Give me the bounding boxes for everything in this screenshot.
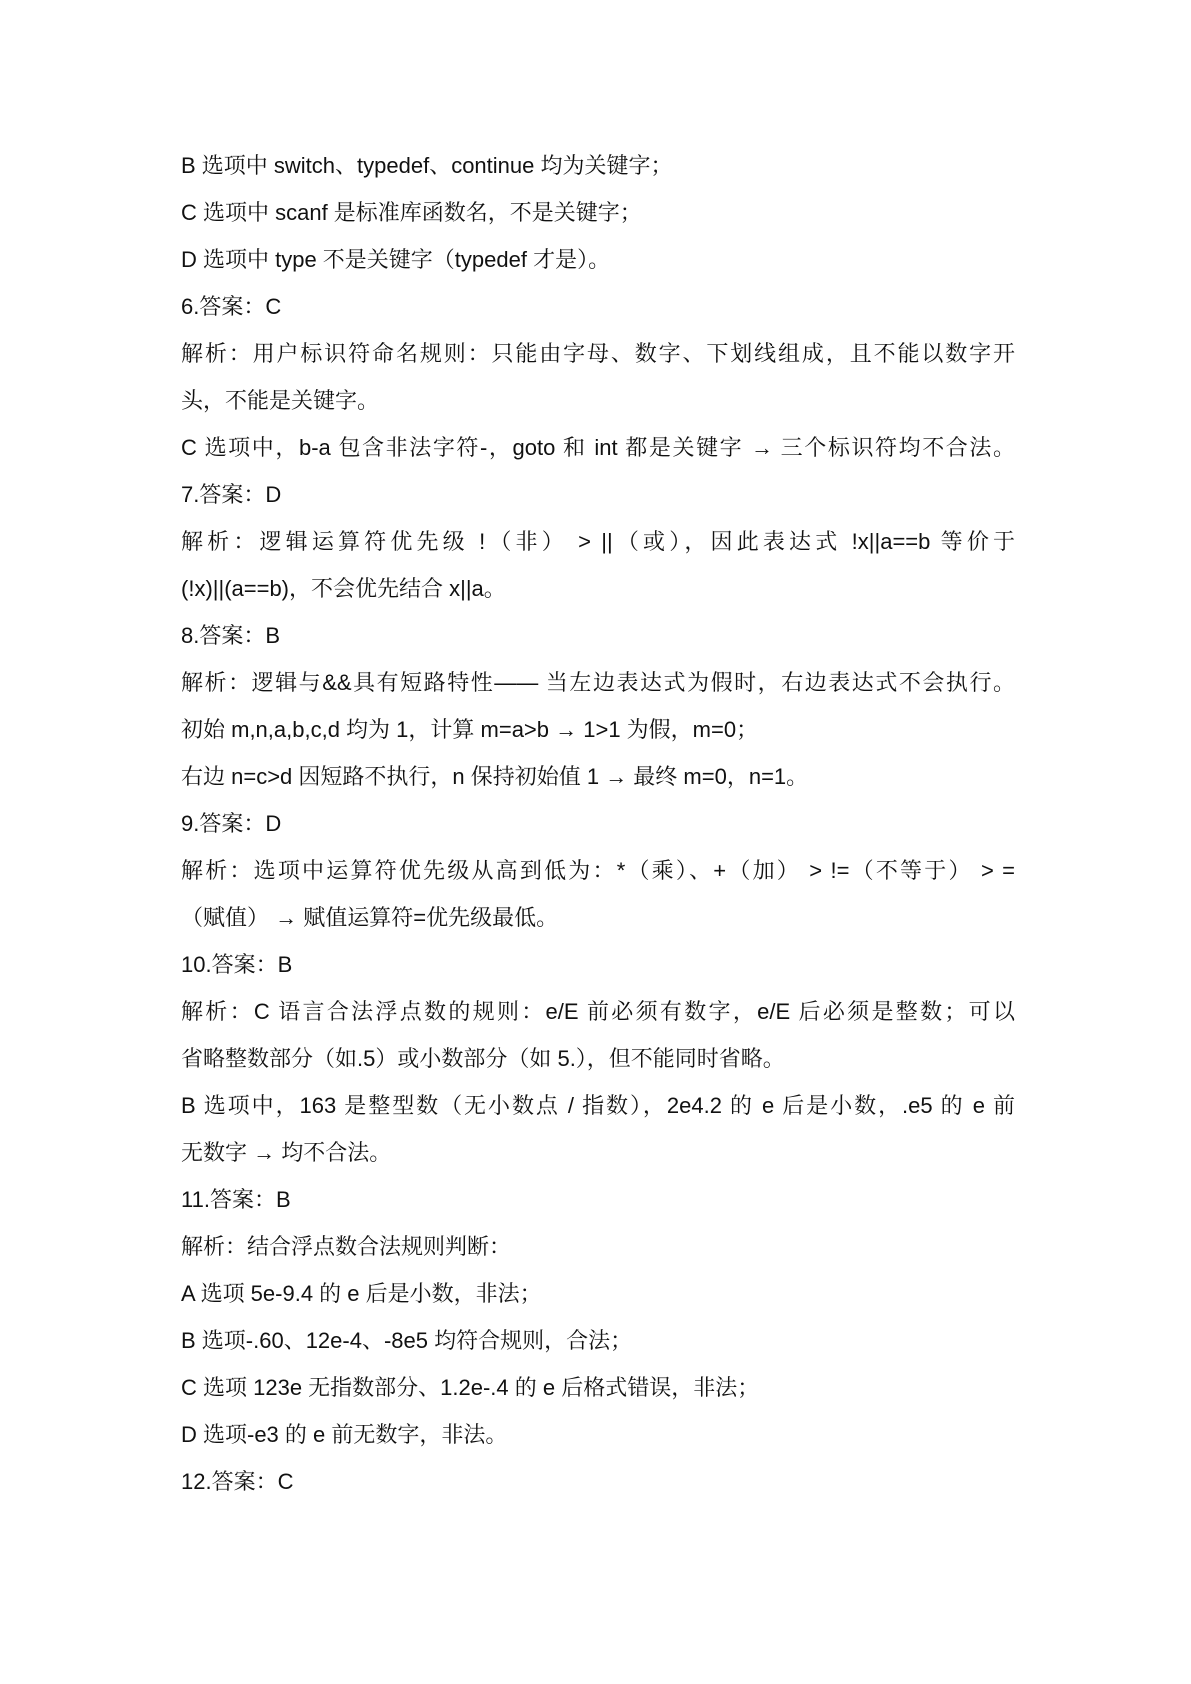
option-c-explanation: C 选项中，b-a 包含非法字符-，goto 和 int 都是关键字 → 三个标识符均不合法。 — [181, 435, 1015, 460]
analysis-text: (!x)||(a==b)，不会优先结合 x||a。 — [181, 576, 506, 601]
option-b-explanation: B 选项中 switch、typedef、continue 均为关键字； — [181, 153, 673, 178]
option-d-explanation: D 选项中 type 不是关键字（typedef 才是）。 — [181, 247, 611, 272]
analysis-text: 右边 n=c>d 因短路不执行，n 保持初始值 1 → 最终 m=0，n=1。 — [181, 764, 809, 789]
option-b-explanation: 无数字 → 均不合法。 — [181, 1140, 392, 1165]
analysis-text: 解析：C 语言合法浮点数的规则：e/E 前必须有数字，e/E 后必须是整数；可以 — [181, 999, 1015, 1024]
answer-heading-6: 6.答案：C — [181, 294, 282, 319]
analysis-text: 省略整数部分（如.5）或小数部分（如 5.），但不能同时省略。 — [181, 1046, 785, 1071]
document-page — [181, 142, 1015, 1505]
option-c-explanation: C 选项 123e 无指数部分、1.2e-.4 的 e 后格式错误，非法； — [181, 1375, 760, 1400]
answer-heading-8: 8.答案：B — [181, 623, 281, 648]
analysis-text: 初始 m,n,a,b,c,d 均为 1，计算 m=a>b → 1>1 为假，m=0； — [181, 717, 759, 742]
answer-heading-10: 10.答案：B — [181, 952, 293, 977]
analysis-text: 解析：结合浮点数合法规则判断： — [181, 1234, 512, 1259]
analysis-text: 解析：逻辑与&&具有短路特性—— 当左边表达式为假时，右边表达式不会执行。 — [181, 670, 1015, 695]
answer-heading-12: 12.答案：C — [181, 1469, 294, 1494]
option-b-explanation: B 选项-.60、12e-4、-8e5 均符合规则，合法； — [181, 1328, 633, 1353]
analysis-text: 解析：用户标识符命名规则：只能由字母、数字、下划线组成，且不能以数字开 — [181, 341, 1015, 366]
analysis-text: 解析：选项中运算符优先级从高到低为：*（乘）、+（加） > !=（不等于） > = — [181, 858, 1015, 883]
answer-heading-9: 9.答案：D — [181, 811, 282, 836]
option-a-explanation: A 选项 5e-9.4 的 e 后是小数，非法； — [181, 1281, 542, 1306]
option-d-explanation: D 选项-e3 的 e 前无数字，非法。 — [181, 1422, 508, 1447]
answer-heading-11: 11.答案：B — [181, 1187, 291, 1212]
option-b-explanation: B 选项中，163 是整型数（无小数点 / 指数），2e4.2 的 e 后是小数，.e5 的 e 前 — [181, 1093, 1015, 1118]
answer-heading-7: 7.答案：D — [181, 482, 282, 507]
option-c-explanation: C 选项中 scanf 是标准库函数名，不是关键字； — [181, 200, 642, 225]
analysis-text: 解析：逻辑运算符优先级 !（非） > ||（或），因此表达式 !x||a==b 等价于 — [181, 529, 1015, 554]
analysis-text: （赋值） → 赋值运算符=优先级最低。 — [181, 905, 559, 930]
analysis-text: 头，不能是关键字。 — [181, 388, 380, 413]
